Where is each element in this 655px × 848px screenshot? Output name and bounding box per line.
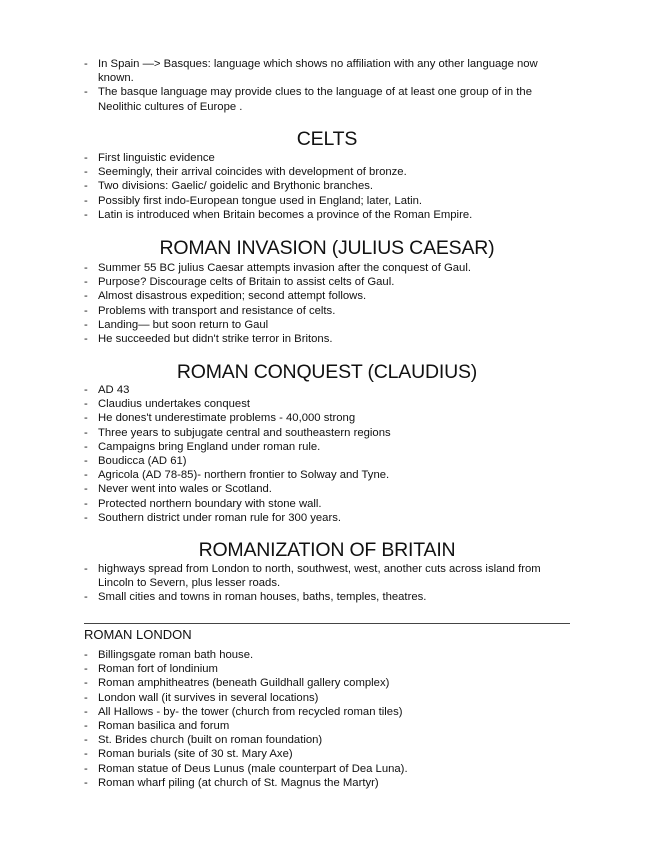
list-item: - Summer 55 BC julius Caesar attempts invasion after the conquest of Gaul. (84, 261, 574, 275)
list-item: - Claudius undertakes conquest (84, 397, 574, 411)
roman-conquest-heading: ROMAN CONQUEST (CLAUDIUS) (176, 361, 478, 383)
list-item: - Roman basilica and forum (84, 719, 574, 733)
romanization-heading: ROMANIZATION OF BRITAIN (198, 539, 456, 561)
list-item: - First linguistic evidence (84, 151, 574, 165)
list-item: - Boudicca (AD 61) (84, 454, 574, 468)
list-item: - St. Brides church (built on roman foundation) (84, 733, 574, 747)
list-item: - Problems with transport and resistance of celts. (84, 304, 574, 318)
list-item: - He succeeded but didn't strike terror in Britons. (84, 332, 574, 346)
list-item: - Roman burials (site of 30 st. Mary Axe) (84, 747, 574, 761)
list-item: - Billingsgate roman bath house. (84, 648, 574, 662)
list-item: - Purpose? Discourage celts of Britain to assist celts of Gaul. (84, 275, 574, 289)
list-item: - Never went into wales or Scotland. (84, 482, 574, 496)
list-item: - Landing— but soon return to Gaul (84, 318, 574, 332)
list-item: - Southern district under roman rule for 300 years. (84, 511, 574, 525)
intro-list (84, 57, 574, 114)
list-item: - He dones't underestimate problems - 40,000 strong (84, 411, 574, 425)
roman-invasion-heading: ROMAN INVASION (JULIUS CAESAR) (159, 237, 495, 259)
list-item: - Agricola (AD 78-85)- northern frontier to Solway and Tyne. (84, 468, 574, 482)
list-item: - Three years to subjugate central and southeastern regions (84, 426, 574, 440)
roman-london-list (84, 648, 574, 790)
list-item: - highways spread from London to north, southwest, west, another cuts across island from Lincoln to Severn, plus lesser roads. (84, 562, 574, 590)
list-item: - The basque language may provide clues to the language of at least one group of in the Neolithic cultures of Europe . (84, 85, 574, 113)
romanization-list (84, 562, 574, 605)
list-item: - Two divisions: Gaelic/ goidelic and Brythonic branches. (84, 179, 574, 193)
roman-london-heading: ROMAN LONDON (84, 627, 192, 642)
list-item: - Small cities and towns in roman houses, baths, temples, theatres. (84, 590, 574, 604)
list-item: - Seemingly, their arrival coincides with development of bronze. (84, 165, 574, 179)
celts-heading: CELTS (296, 128, 358, 150)
list-item: - Roman fort of londinium (84, 662, 574, 676)
list-item: - AD 43 (84, 383, 574, 397)
roman-conquest-list (84, 383, 574, 525)
roman-invasion-list (84, 261, 574, 346)
list-item: - In Spain —> Basques: language which shows no affiliation with any other language now known. (84, 57, 574, 85)
list-item: - Almost disastrous expedition; second attempt follows. (84, 289, 574, 303)
list-item: - All Hallows - by- the tower (church from recycled roman tiles) (84, 705, 574, 719)
celts-list (84, 151, 574, 222)
list-item: - Roman wharf piling (at church of St. Magnus the Martyr) (84, 776, 574, 790)
list-item: - Roman statue of Deus Lunus (male counterpart of Dea Luna). (84, 762, 574, 776)
list-item: - London wall (it survives in several locations) (84, 691, 574, 705)
list-item: - Latin is introduced when Britain becomes a province of the Roman Empire. (84, 208, 574, 222)
list-item: - Campaigns bring England under roman rule. (84, 440, 574, 454)
section-divider (84, 623, 570, 624)
list-item: - Protected northern boundary with stone wall. (84, 497, 574, 511)
list-item: - Roman amphitheatres (beneath Guildhall gallery complex) (84, 676, 574, 690)
list-item: - Possibly first indo-European tongue used in England; later, Latin. (84, 194, 574, 208)
